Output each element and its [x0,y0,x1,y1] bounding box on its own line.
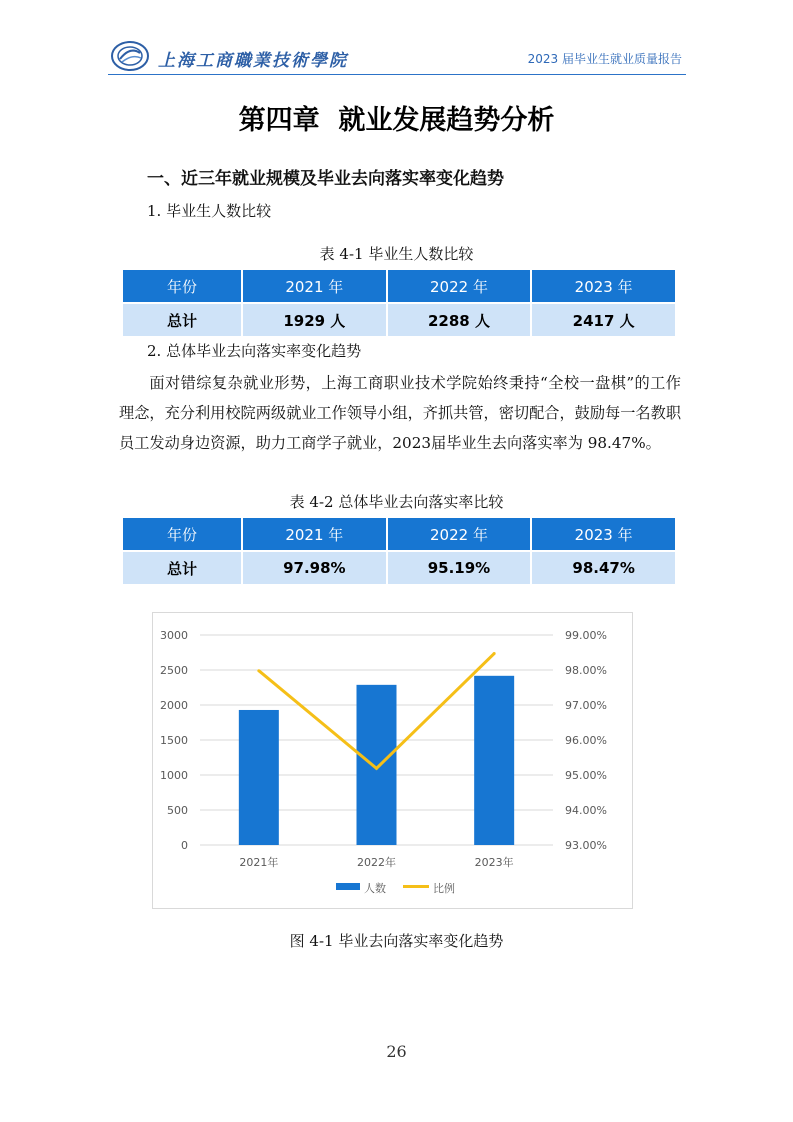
table-1 [121,268,677,338]
x-tick-label: 2022年 [357,856,396,869]
combo-chart [152,612,633,909]
y-left-tick-label: 0 [181,839,188,852]
table-1-header-cell: 2022 年 [388,270,531,302]
bar [357,685,397,845]
y-left-tick-label: 1000 [160,769,188,782]
subsection-2-title: 2. 总体毕业去向落实率变化趋势 [147,342,362,360]
y-right-tick-label: 93.00% [565,839,607,852]
chapter-title: 第四章 就业发展趋势分析 [238,105,555,136]
school-name: 上海工商職業技術學院 [158,51,348,71]
x-tick-label: 2023年 [474,856,514,869]
y-right-tick-label: 98.00% [565,664,607,677]
table-1-header-cell: 年份 [123,270,241,302]
figure-caption: 图 4-1 毕业去向落实率变化趋势 [289,932,504,950]
table-2-header-cell: 2021 年 [243,518,386,550]
table-2-cell: 98.47% [532,552,675,584]
table-1-cell: 2288 人 [388,304,531,336]
school-logo-icon [110,40,150,72]
table-2-data-row [123,552,675,584]
table-2-cell: 总计 [123,552,241,584]
report-title: 2023 届毕业生就业质量报告 [527,52,682,66]
body-paragraph: 面对错综复杂就业形势，上海工商职业技术学院始终秉持“全校一盘棋”的工作理念，充分利用校院两级就业工作领导小组，齐抓共管，密切配合，鼓励每一名教职员工发动身边资源，助力工商学子就业，2023届毕业生去向落实率为 98.47%。 [119,374,681,452]
y-left-tick-label: 2000 [160,699,188,712]
table-2-cell: 95.19% [388,552,531,584]
table-1-header-cell: 2021 年 [243,270,386,302]
table-1-cell: 总计 [123,304,241,336]
table-1-cell: 2417 人 [532,304,675,336]
y-right-tick-label: 97.00% [565,699,607,712]
table-2 [121,516,677,586]
table-2-header-cell: 年份 [123,518,241,550]
x-tick-label: 2021年 [239,856,279,869]
y-right-tick-label: 95.00% [565,769,607,782]
y-right-tick-label: 99.00% [565,629,607,642]
y-left-tick-label: 500 [167,804,188,817]
legend-label: 人数 [364,882,386,895]
table-1-header-row [123,270,675,302]
line-point [375,767,378,770]
y-left-tick-label: 2500 [160,664,188,677]
y-right-tick-label: 94.00% [565,804,607,817]
legend-swatch-bar [336,883,360,890]
table-1-caption: 表 4-1 毕业生人数比较 [319,245,474,263]
legend-label: 比例 [433,882,455,895]
table-1-header-cell: 2023 年 [532,270,675,302]
bar [474,676,514,845]
line-point [257,669,260,672]
y-left-tick-label: 3000 [160,629,188,642]
line-point [493,652,496,655]
table-2-cell: 97.98% [243,552,386,584]
bar [239,710,279,845]
y-left-tick-label: 1500 [160,734,188,747]
chart-svg [153,613,632,908]
table-1-cell: 1929 人 [243,304,386,336]
table-2-header-row [123,518,675,550]
table-2-caption: 表 4-2 总体毕业去向落实率比较 [289,493,504,511]
subsection-1-title: 1. 毕业生人数比较 [147,202,272,220]
section-title: 一、近三年就业规模及毕业去向落实率变化趋势 [147,169,504,189]
page-header [108,38,686,75]
table-2-header-cell: 2023 年 [532,518,675,550]
page-number: 26 [386,1042,407,1061]
table-2-header-cell: 2022 年 [388,518,531,550]
y-right-tick-label: 96.00% [565,734,607,747]
table-1-data-row [123,304,675,336]
